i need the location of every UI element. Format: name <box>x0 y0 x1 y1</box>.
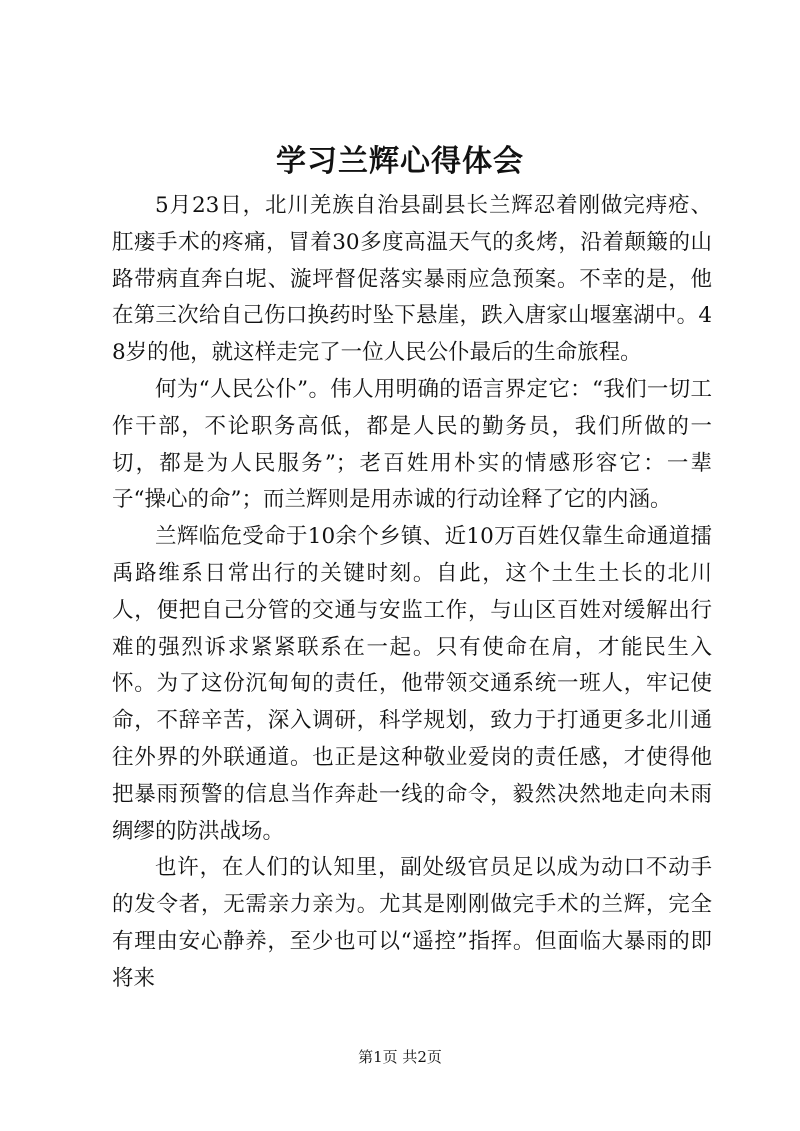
paragraph-4: 也许，在人们的认知里，副处级官员足以成为动口不动手的发令者，无需亲力亲为。尤其是刚刚做完手术的兰辉，完全有理由安心静养，至少也可以“遥控”指挥。但面临大暴雨的即将来 <box>112 855 712 991</box>
page-footer: 第1页 共2页 <box>358 1048 442 1066</box>
paragraph-2: 何为“人民公仆”。伟人用明确的语言界定它：“我们一切工作干部，不论职务高低，都是人民的勤务员，我们所做的一切，都是为人民服务”；老百姓用朴实的情感形容它：一辈子“操心的命”；而兰辉则是用赤诚的行动诠释了它的内涵。 <box>112 376 712 513</box>
paragraph-3: 兰辉临危受命于10余个乡镇、近10万百姓仅靠生命通道擂禹路维系日常出行的关键时刻。自此，这个土生土长的北川人，便把自己分管的交通与安监工作，与山区百姓对缓解出行难的强烈诉求紧紧联系在一起。只有使命在肩，才能民生入怀。为了这份沉甸甸的责任，他带领交通系统一班人，牢记使命，不辞辛苦，深入调研，科学规划，致力于打通更多北川通往外界的外联通道。也正是这种敬业爱岗的责任感，才使得他把暴雨预警的信息当作奔赴一线的命令，毅然决然地走向未雨绸缪的防洪战场。 <box>112 524 712 844</box>
document-body <box>112 188 712 998</box>
document-title: 学习兰辉心得体会 <box>276 144 524 179</box>
paragraph-1: 5月23日，北川羌族自治县副县长兰辉忍着刚做完痔疮、肛瘘手术的疼痛，冒着30多度高温天气的炙烤，沿着颠簸的山路带病直奔白坭、漩坪督促落实暴雨应急预案。不幸的是，他在第三次给自己伤口换药时坠下悬崖，跌入唐家山堰塞湖中。48岁的他，就这样走完了一位人民公仆最后的生命旅程。 <box>112 193 712 366</box>
